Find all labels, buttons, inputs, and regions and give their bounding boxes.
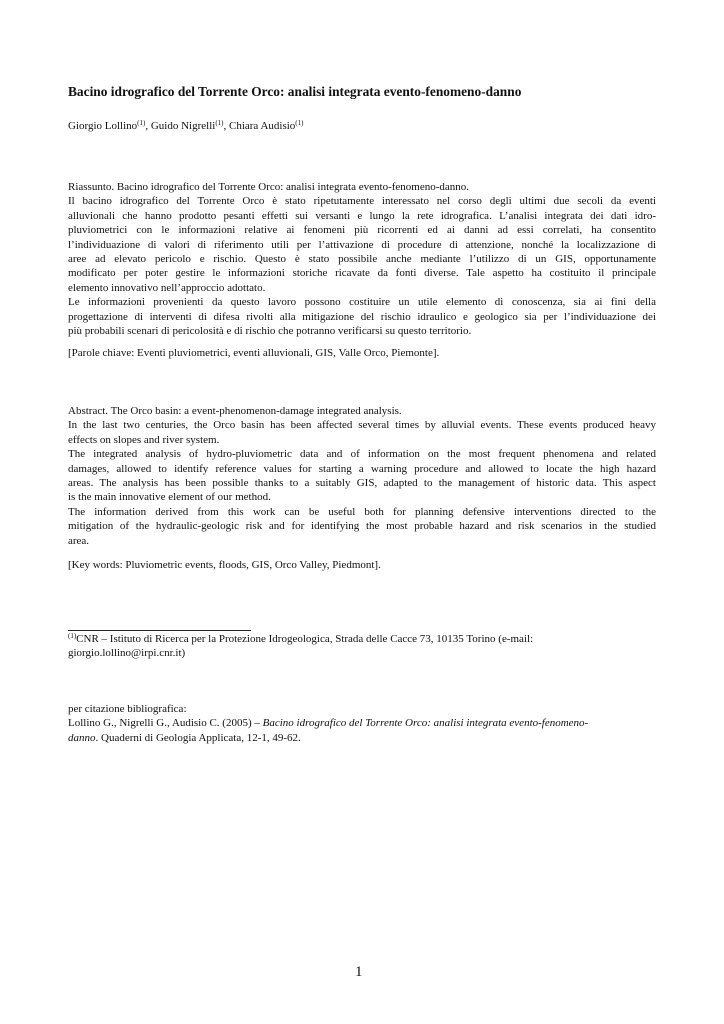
- abstract-line: damages, allowed to identify reference values for starting a warning procedure and allowed to locate the high hazard: [68, 462, 656, 475]
- riassunto-line: più probabili scenari di pericolosità e di rischio che potranno verificarsi su questo territorio.: [68, 325, 472, 338]
- author-list: [68, 120, 303, 132]
- abstract-line: areas. The analysis has been possible thanks to a suitably GIS, adapted to the management of historic data. This aspect: [68, 477, 656, 490]
- citation-heading: per citazione bibliografica:: [68, 703, 187, 715]
- author-name: Chiara Audisio: [228, 120, 296, 132]
- abstract-line: In the last two centuries, the Orco basin has been affected several times by alluvial events. These events produced heavy: [68, 419, 656, 432]
- affiliation-marker: (1): [137, 119, 146, 127]
- riassunto-line: pluviometrici con le informazioni relative ai fenomeni più ricorrenti ed ai danni ad essi correlati, ha consentito: [68, 224, 656, 237]
- abstract-line: is the main innovative element of our method.: [68, 491, 271, 504]
- riassunto-line: alluvionali che hanno prodotto pesanti effetti sui versanti e lungo la rete idrografica. L’analisi integrata dei dati idro-: [68, 209, 656, 222]
- parole-chiave: [Parole chiave: Eventi pluviometrici, eventi alluvionali, GIS, Valle Orco, Piemonte].: [68, 347, 440, 359]
- author-name: Guido Nigrelli: [150, 120, 216, 132]
- abstract-line: The integrated analysis of hydro-pluviometric data and of information on the most frequent phenomena and related: [68, 448, 656, 461]
- riassunto-line: modificato per poter gestire le informazioni storiche ricavate da fonti diverse. Tale aspetto ha costituito il principale: [68, 267, 656, 280]
- footnote-affiliation: CNR – Istituto di Ricerca per la Protezione Idrogeologica, Strada delle Cacce 73, 10135 Torino (e-mail:: [76, 633, 534, 645]
- abstract-line: area.: [68, 534, 90, 547]
- author-name: Giorgio Lollino: [68, 120, 138, 132]
- abstract-section: [68, 404, 656, 548]
- riassunto-heading: Riassunto. Bacino idrografico del Torrente Orco: analisi integrata evento-fenomeno-danno.: [68, 181, 470, 193]
- citation-title-end: danno: [68, 731, 96, 744]
- citation-section: [68, 702, 656, 745]
- riassunto-section: [68, 180, 656, 338]
- author-separator: ,: [223, 120, 229, 132]
- riassunto-line: progettazione di interventi di difesa rivolti alla mitigazione del rischio idraulico e geologico sia per l’individuazione dei: [68, 310, 656, 323]
- riassunto-line: l’individuazione di valori di riferimento utili per l’attivazione di procedure di attenzione, nonché la localizzazione di: [68, 238, 656, 251]
- page-number: 1: [355, 964, 363, 980]
- affiliation-marker: (1): [215, 119, 224, 127]
- riassunto-line: aree ad elevato pericolo e rischio. Questo è stato possibile anche mediante l’utilizzo di un GIS, opportunamente: [68, 253, 656, 266]
- footnote: [68, 632, 656, 661]
- abstract-line: The information derived from this work can be useful both for planning defensive interventions directed to the: [68, 505, 656, 518]
- abstract-line: mitigation of the hydraulic-geologic risk and for identifying the most probable hazard and risk scenarios in the studied: [68, 520, 656, 533]
- riassunto-line: Il bacino idrografico del Torrente Orco è stato ripetutamente interessato nel corso degli ultimi due secoli da eventi: [68, 195, 656, 208]
- abstract-line: effects on slopes and river system.: [68, 433, 220, 446]
- key-words: [Key words: Pluviometric events, floods, GIS, Orco Valley, Piedmont].: [68, 559, 381, 571]
- affiliation-marker: (1): [295, 119, 304, 127]
- riassunto-line: Le informazioni provenienti da questo lavoro possono costituire un utile elemento di conoscenza, sia ai fini della: [68, 296, 656, 309]
- footnote-divider: [68, 630, 251, 631]
- citation-authors: Lollino G., Nigrelli G., Audisio C. (2005) –: [68, 717, 263, 730]
- riassunto-line: elemento innovativo nell’approccio adottato.: [68, 281, 266, 294]
- citation-title: Bacino idrografico del Torrente Orco: analisi integrata evento-fenomeno-: [262, 717, 589, 730]
- abstract-heading: Abstract. The Orco basin: a event-phenomenon-damage integrated analysis.: [68, 405, 402, 417]
- footnote-email: giorgio.lollino@irpi.cnr.it): [68, 647, 186, 660]
- citation-source: . Quaderni di Geologia Applicata, 12-1, 49-62.: [95, 731, 301, 744]
- author-separator: ,: [145, 120, 151, 132]
- footnote-marker: (1): [68, 632, 77, 640]
- paper-title: Bacino idrografico del Torrente Orco: analisi integrata evento-fenomeno-danno: [68, 84, 522, 99]
